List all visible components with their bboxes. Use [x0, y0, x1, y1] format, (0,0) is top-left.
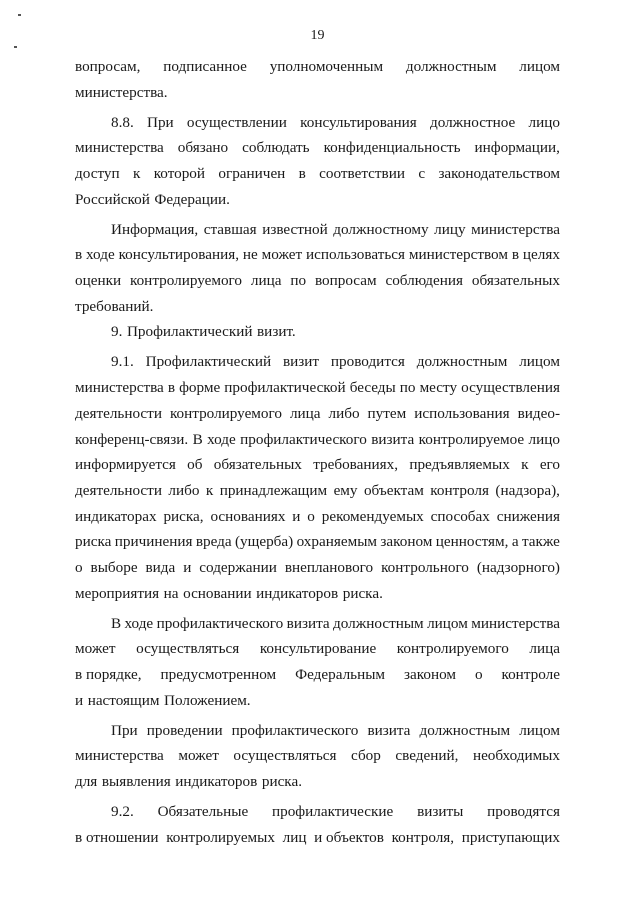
word: риска. [261, 773, 302, 791]
scan-mark [14, 46, 17, 48]
word: министерства [471, 614, 560, 632]
word: контролируемое [418, 430, 525, 448]
word: законом [404, 666, 456, 683]
word: контроля, [391, 828, 455, 846]
word: визиты [417, 803, 464, 821]
word: целях [522, 246, 560, 264]
text-line [75, 110, 560, 136]
word: соблюдать [242, 139, 310, 157]
word: визита [286, 614, 330, 632]
word: оценки [75, 272, 122, 290]
word: лицом [519, 721, 560, 739]
word: профилактического [240, 430, 367, 448]
word: необходимых [472, 747, 560, 765]
text-line [75, 688, 560, 714]
word: министерства [75, 379, 164, 397]
word: проводятся [487, 803, 560, 821]
text-line [75, 743, 560, 769]
document-body [75, 54, 560, 850]
word: основаниях [210, 507, 286, 525]
word: консультирования [300, 113, 417, 131]
word: лицом [427, 614, 468, 632]
word: 9.1. [111, 353, 134, 371]
word: законодательством [438, 165, 560, 183]
word: визит [283, 353, 320, 371]
word: профилактического [231, 721, 359, 739]
word: сведений, [395, 747, 459, 765]
word: Информация, [111, 220, 199, 238]
word: профилактического [156, 614, 284, 632]
text-line [75, 401, 560, 427]
word: проведении [146, 721, 223, 739]
text-line [75, 80, 560, 106]
word: в отношении [75, 828, 159, 846]
word: в [75, 246, 83, 264]
word: выявления [101, 773, 171, 791]
word: консультирования, [118, 246, 239, 264]
word: использоваться [306, 246, 406, 264]
word: и [292, 507, 301, 525]
word: В [111, 614, 122, 632]
word: профилактические [271, 803, 394, 821]
word: соответствии [319, 165, 405, 183]
word: и [75, 691, 84, 709]
word: министерства [75, 747, 164, 765]
word: охраняемым [296, 533, 378, 551]
word: 9.2. [111, 803, 134, 821]
word: консультирование [259, 640, 377, 658]
word: ограничен [218, 165, 286, 183]
word: ходе [86, 246, 115, 264]
word: Федерации. [154, 190, 230, 208]
word: обязательных [213, 456, 302, 474]
word: по [290, 272, 307, 290]
word: мероприятия [75, 584, 160, 602]
text-line [75, 581, 560, 607]
text-line [75, 54, 560, 80]
text-line [75, 319, 560, 345]
word: контроля [430, 481, 489, 499]
word: его [539, 456, 560, 474]
word: контрольного [381, 558, 469, 576]
word: лицом [519, 58, 560, 75]
word: ставшая [203, 220, 257, 238]
text-line [75, 478, 560, 504]
word: либо [328, 404, 360, 422]
text-line [75, 769, 560, 795]
word: для [75, 773, 98, 791]
word: лица [250, 272, 282, 290]
text-line [75, 452, 560, 478]
word: законом [380, 533, 433, 551]
word: В [192, 430, 203, 448]
word: доступ [75, 165, 120, 183]
text-line [75, 529, 560, 555]
word: сбор [351, 747, 381, 765]
word: лицу [434, 220, 466, 238]
word: Российской [75, 190, 150, 208]
word: контролируемого [169, 404, 282, 422]
word: подписанное [163, 58, 247, 75]
word: может [261, 246, 303, 264]
word: а [511, 533, 519, 551]
word: в порядке, [75, 666, 142, 683]
word: 9. [111, 323, 123, 341]
word: министерства [471, 220, 560, 238]
word: требований. [75, 297, 154, 315]
word: может [75, 640, 116, 658]
text-line [75, 799, 560, 825]
word: путем [367, 404, 407, 422]
text-line [75, 427, 560, 453]
word: деятельности [75, 481, 162, 499]
word: выборе [90, 558, 138, 576]
word: профилактической [224, 379, 346, 397]
word: индикаторах [75, 507, 157, 525]
text-line [75, 611, 560, 637]
word: лица [289, 404, 321, 422]
word: о [75, 558, 83, 576]
word: вида [145, 558, 176, 576]
word: уполномоченным [269, 58, 384, 75]
word: соблюдения [385, 272, 464, 290]
word: 8.8. [111, 113, 134, 131]
text-line [75, 349, 560, 375]
word: осуществления [461, 379, 560, 397]
word: об [187, 456, 203, 474]
word: Профилактический [126, 323, 253, 341]
word: конфиденциальность [323, 139, 461, 157]
word: вреда [195, 533, 232, 551]
word: риска. [342, 584, 383, 602]
word: месту [419, 379, 458, 397]
text-line [75, 217, 560, 243]
word: рекомендуемых [321, 507, 424, 525]
word: контроле [501, 666, 560, 683]
word: министерства. [75, 83, 168, 101]
word: может [178, 747, 219, 765]
word: При [111, 721, 138, 739]
text-line [75, 662, 560, 688]
text-line [75, 161, 560, 187]
word: должностным [419, 721, 511, 739]
word: вопросам, [75, 58, 141, 75]
word: лицо [528, 113, 560, 131]
word: проводится [330, 353, 405, 371]
word: форме [179, 379, 221, 397]
word: вопросам [314, 272, 377, 290]
word: Обязательные [157, 803, 249, 821]
word: индикаторов [175, 773, 258, 791]
word: При [147, 113, 174, 131]
word: в [167, 379, 176, 397]
word: ходе [207, 430, 236, 448]
word: причинения [114, 533, 193, 551]
word: контролируемых [166, 828, 275, 846]
word: должностным [405, 58, 497, 75]
word: видео- [517, 404, 560, 422]
word: (ущерба) [235, 533, 294, 551]
word: визит. [257, 323, 296, 341]
scan-mark [18, 14, 21, 16]
word: министерства [75, 139, 164, 157]
word: визита [367, 721, 411, 739]
text-line [75, 825, 560, 851]
word: к [521, 456, 529, 474]
word: использования [414, 404, 510, 422]
text-line [75, 718, 560, 744]
text-line [75, 294, 560, 320]
word: осуществляться [136, 640, 240, 658]
word: ценностям, [435, 533, 509, 551]
word: обязано [177, 139, 229, 157]
word: основании [183, 584, 252, 602]
word: Профилактический [145, 353, 272, 371]
word: лицо [528, 430, 560, 448]
word: ему [333, 481, 358, 499]
word: Федеральным [295, 666, 386, 683]
word: известной [262, 220, 328, 238]
word: лицом [519, 353, 560, 371]
text-line [75, 135, 560, 161]
text-line [75, 242, 560, 268]
word: не [242, 246, 258, 264]
word: должностное [429, 113, 516, 131]
word: должностным [333, 614, 424, 632]
word: контролируемого [129, 272, 243, 290]
word: требованиях, [313, 456, 399, 474]
word: принадлежащим [219, 481, 328, 499]
word: предъявляемых [409, 456, 510, 474]
word: по [399, 379, 416, 397]
word: и объектов [314, 828, 384, 846]
word: приступающих [461, 828, 560, 846]
word: деятельности [75, 404, 162, 422]
word: к [132, 165, 141, 183]
word: информации, [474, 139, 560, 157]
word: обязательных [471, 272, 560, 290]
word: внепланового [284, 558, 374, 576]
text-line [75, 375, 560, 401]
text-line [75, 555, 560, 581]
word: на [163, 584, 179, 602]
word: лиц [282, 828, 307, 846]
word: о [474, 666, 483, 683]
word: риска [75, 533, 112, 551]
word: министерством [408, 246, 508, 264]
word: осуществляться [233, 747, 337, 765]
word: индикаторов [256, 584, 339, 602]
page-number: 19 [310, 28, 325, 43]
word: должностным [416, 353, 508, 371]
word: снижения [496, 507, 560, 525]
word: беседы [349, 379, 396, 397]
word: настоящим [87, 691, 160, 709]
word: о [307, 507, 315, 525]
word: с [418, 165, 426, 183]
word: способах [430, 507, 490, 525]
text-line [75, 636, 560, 662]
word: осуществлении [186, 113, 287, 131]
word: конференц-связи. [75, 430, 189, 448]
word: (надзорного) [476, 558, 560, 576]
word: которой [153, 165, 206, 183]
text-line [75, 268, 560, 294]
word: Положением. [164, 691, 251, 709]
text-line [75, 504, 560, 530]
word: объектам [363, 481, 424, 499]
word: в [511, 246, 520, 264]
word: также [521, 533, 560, 551]
word: либо [168, 481, 200, 499]
word: в [298, 165, 306, 183]
word: ходе [124, 614, 154, 632]
word: информируется [75, 456, 176, 474]
text-line [75, 187, 560, 213]
word: и [183, 558, 192, 576]
word: (надзора), [495, 481, 560, 499]
word: содержании [199, 558, 277, 576]
word: визита [371, 430, 415, 448]
word: риска, [163, 507, 204, 525]
word: предусмотренном [160, 666, 277, 683]
word: должностному [333, 220, 429, 238]
word: к [205, 481, 214, 499]
word: лица [529, 640, 560, 658]
word: контролируемого [396, 640, 509, 658]
